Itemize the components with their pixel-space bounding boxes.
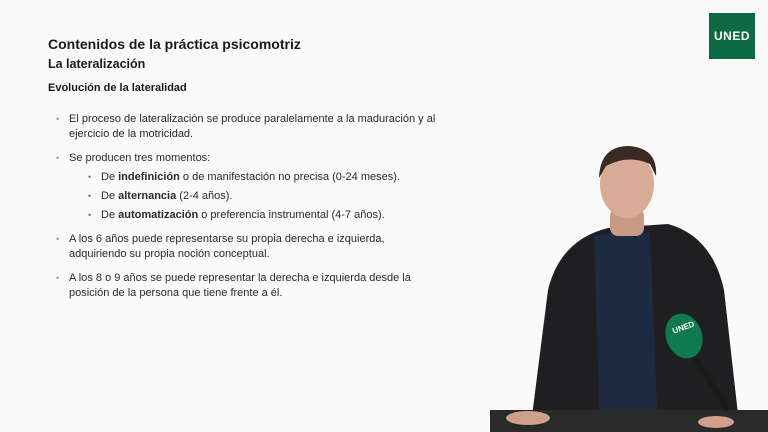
bullet-item-momentos [56, 151, 436, 223]
presenter-shirt [594, 232, 658, 432]
bullet-list [56, 112, 436, 310]
slide-subtitle: La lateralización [48, 57, 146, 71]
microphone-label: UNED [671, 319, 696, 336]
bullet-item-text: Se producen tres momentos: [69, 152, 211, 164]
presenter-hand [506, 411, 550, 425]
uned-logo: UNED [709, 13, 755, 59]
presenter-hand [698, 416, 734, 428]
sub-bullet-prefix: De [101, 171, 119, 183]
bullet-item: • El proceso de lateralización se produce paralelamente a la maduración y al ejercicio de la motricidad. [56, 112, 436, 142]
sub-bullet-keyword: indefinición [118, 171, 180, 183]
sub-bullet-rest: (2-4 años). [176, 190, 233, 202]
sub-bullet-item [88, 189, 436, 204]
sub-bullet-item [88, 208, 436, 223]
presenter-video [490, 140, 768, 432]
bullet-item: • A los 6 años puede representarse su propia derecha e izquierda, adquiriendo su propia noción conceptual. [56, 232, 436, 262]
bullet-item: • A los 8 o 9 años se puede representar la derecha e izquierda desde la posición de la persona que tiene frente a él. [56, 271, 436, 301]
sub-bullet-list [69, 170, 436, 223]
sub-bullet-keyword: automatización [118, 209, 199, 221]
sub-bullet-keyword: alternancia [118, 190, 177, 202]
sub-bullet-rest: o preferencia instrumental (4-7 años). [198, 209, 385, 221]
sub-bullet-prefix: De [101, 209, 119, 221]
slide-title: Contenidos de la práctica psicomotriz [48, 36, 301, 52]
sub-bullet-prefix: De [101, 190, 119, 202]
sub-bullet-item [88, 170, 436, 185]
sub-bullet-rest: o de manifestación no precisa (0-24 meses). [179, 171, 400, 183]
section-heading: Evolución de la lateralidad [48, 82, 187, 94]
